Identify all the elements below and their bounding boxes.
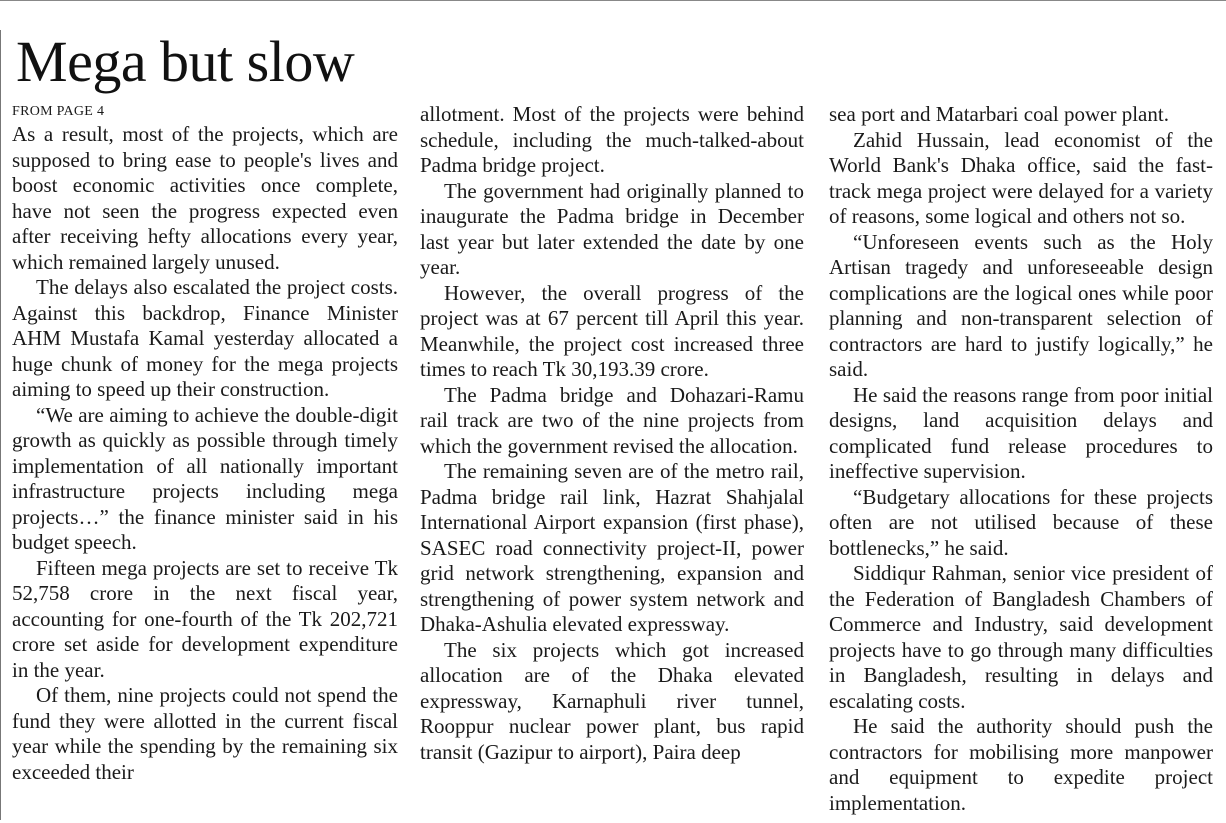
paragraph: “Budgetary allocations for these projects often are not utilised because of these bottlenecks,” he said. xyxy=(829,484,1213,560)
paragraph: “We are aiming to achieve the double-digit growth as quickly as possible through timely implementation of all nationally important infrastructure projects including mega projects…” the finance minister said in his budget speech. xyxy=(12,402,398,554)
left-rule xyxy=(0,30,1,820)
column-2 xyxy=(420,102,804,765)
jump-line: FROM PAGE 4 xyxy=(12,104,105,119)
column-1 xyxy=(12,102,398,785)
paragraph: Zahid Hussain, lead economist of the World Bank's Dhaka office, said the fast-track mega project were delayed for a variety of reasons, some logical and others not so. xyxy=(829,127,1213,228)
paragraph: The government had originally planned to inaugurate the Padma bridge in December last year but later extended the date by one year. xyxy=(420,178,804,279)
headline: Mega but slow xyxy=(16,29,355,94)
paragraph: He said the authority should push the contractors for mobilising more manpower and equipment to expedite project implementation. xyxy=(829,714,1213,815)
paragraph: allotment. Most of the projects were behind schedule, including the much-talked-about Padma bridge project. xyxy=(420,102,804,177)
paragraph: The Padma bridge and Dohazari-Ramu rail track are two of the nine projects from which the government revised the allocation. xyxy=(420,382,804,458)
column-3 xyxy=(829,102,1213,816)
paragraph: He said the reasons range from poor initial designs, land acquisition delays and complicated fund release procedures to ineffective supervision. xyxy=(829,382,1213,483)
paragraph: “Unforeseen events such as the Holy Artisan tragedy and unforeseeable design complications are the logical ones while poor planning and non-transparent selection of contractors are hard to justify logically,” he said. xyxy=(829,229,1213,381)
paragraph: The remaining seven are of the metro rail, Padma bridge rail link, Hazrat Shahjalal International Airport expansion (first phase), SASEC road connectivity project-II, power grid network strengthening, expansion and strengthening of power system network and Dhaka-Ashulia elevated expressway. xyxy=(420,459,804,636)
top-rule xyxy=(0,0,1226,1)
paragraph: The delays also escalated the project costs. Against this backdrop, Finance Minister AHM Mustafa Kamal yesterday allocated a huge chunk of money for the mega projects aiming to speed up their construction. xyxy=(12,275,398,401)
paragraph: Of them, nine projects could not spend the fund they were allotted in the current fiscal year while the spending by the remaining six exceeded their xyxy=(12,683,398,784)
paragraph: However, the overall progress of the project was at 67 percent till April this year. Meanwhile, the project cost increased three times to reach Tk 30,193.39 crore. xyxy=(420,280,804,381)
paragraph: As a result, most of the projects, which are supposed to bring ease to people's lives and boost economic activities once complete, have not seen the progress expected even after receiving hefty allocations every year, which remained largely unused. xyxy=(12,122,398,274)
paragraph: Fifteen mega projects are set to receive Tk 52,758 crore in the next fiscal year, accounting for one-fourth of the Tk 202,721 crore set aside for development expenditure in the year. xyxy=(12,555,398,682)
paragraph: The six projects which got increased allocation are of the Dhaka elevated expressway, Karnaphuli river tunnel, Rooppur nuclear power plant, bus rapid transit (Gazipur to airport), Paira deep xyxy=(420,637,804,764)
paragraph: Siddiqur Rahman, senior vice president of the Federation of Bangladesh Chambers of Commerce and Industry, said development projects have to go through many difficulties in Bangladesh, resulting in delays and escalating costs. xyxy=(829,561,1213,713)
paragraph: sea port and Matarbari coal power plant. xyxy=(829,102,1169,126)
